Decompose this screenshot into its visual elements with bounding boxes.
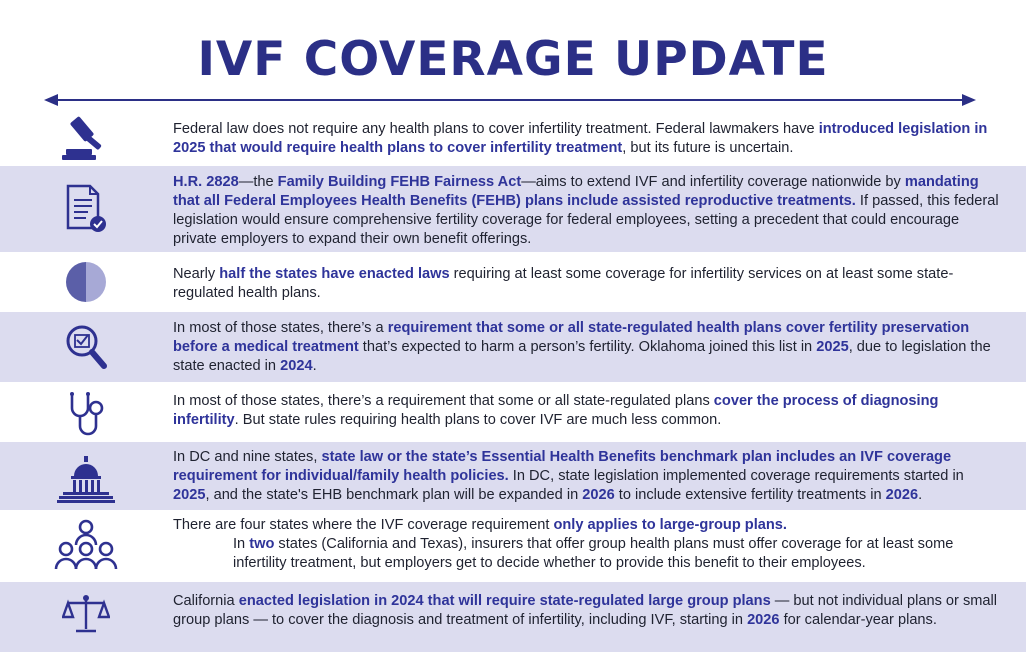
half-circle-icon	[48, 254, 124, 310]
double-arrow-divider	[44, 92, 976, 108]
body-text: In most of those states, there’s a	[173, 320, 388, 336]
highlighted-text: half the states have enacted laws	[219, 266, 450, 282]
body-text: In	[233, 536, 250, 552]
body-text: —aims to extend IVF and infertility coverage nationwide by	[521, 174, 905, 190]
highlighted-text: 2026	[885, 487, 919, 503]
info-row-dc-nine-states	[0, 442, 1026, 510]
body-text: , and the state's EHB benchmark plan will be expanded in	[205, 487, 583, 503]
body-text: for calendar-year plans.	[779, 612, 937, 628]
row-text	[173, 265, 1003, 303]
body-text: , due to legislation the state enacted in	[173, 339, 991, 374]
body-text: Federal law does not require any health plans to cover infertility treatment. Federal lawmakers have	[173, 121, 819, 137]
row-text	[173, 516, 1003, 573]
highlighted-text: two	[249, 536, 275, 552]
capitol-icon	[48, 452, 124, 508]
body-text: requiring at least some coverage for infertility services on at least some state-regulated health plans.	[173, 266, 954, 301]
info-row-diagnosing	[0, 382, 1026, 442]
row-text	[173, 592, 1003, 630]
body-text: . But state rules requiring health plans to cover IVF are much less common.	[234, 412, 722, 428]
body-text: .	[918, 487, 923, 503]
indented-subtext	[173, 535, 1003, 573]
body-text: In DC, state legislation implemented coverage requirements started in	[508, 468, 964, 484]
body-text: California	[173, 593, 239, 609]
gavel-icon	[48, 110, 124, 166]
body-text: There are four states where the IVF coverage requirement	[173, 517, 554, 533]
body-text: .	[312, 358, 317, 374]
document-check-icon	[48, 181, 124, 237]
info-row-large-group	[0, 510, 1026, 582]
highlighted-text: 2026	[747, 612, 780, 628]
info-row-half-states	[0, 252, 1026, 312]
highlighted-text: state law or the state’s Essential Health Benefits benchmark plan includes an IVF coverage requirement for individual/family health policies.	[173, 449, 952, 484]
highlighted-text: H.R. 2828	[173, 174, 239, 190]
info-row-california	[0, 582, 1026, 652]
highlighted-text: 2026	[582, 487, 615, 503]
scales-icon	[48, 586, 124, 642]
highlighted-text: 2025	[173, 487, 206, 503]
highlighted-text: Family Building FEHB Fairness Act	[277, 174, 522, 190]
body-text: that’s expected to harm a person’s fertility. Oklahoma joined this list in	[358, 339, 817, 355]
body-text: —the	[238, 174, 278, 190]
body-text: , but its future is uncertain.	[622, 140, 794, 156]
body-text: states (California and Texas), insurers that offer group health plans must offer coverage for at least some infertility treatment, but employers get to decide whether to provide this benefit to their employees.	[233, 536, 954, 571]
highlighted-text: requirement that some or all state-regulated health plans cover fertility preservation before a medical treatment	[173, 320, 970, 355]
body-text: In DC and nine states,	[173, 449, 322, 465]
body-text: — but not individual plans or small group plans — to cover the diagnosis and treatment of infertility, including IVF, starting in	[173, 593, 998, 628]
highlighted-text: 2025	[816, 339, 849, 355]
highlighted-text: introduced legislation in 2025 that would require health plans to cover infertility treatment	[173, 121, 988, 156]
people-group-icon	[48, 518, 124, 574]
highlighted-text: 2024	[280, 358, 313, 374]
info-row-federal-law	[0, 110, 1026, 166]
body-text: In most of those states, there’s a requirement that some or all state-regulated plans	[173, 393, 714, 409]
highlighted-text: cover the process of diagnosing infertility	[173, 393, 939, 428]
row-text	[173, 392, 1003, 430]
highlighted-text: only applies to large-group plans.	[553, 517, 787, 533]
row-text	[173, 319, 1003, 376]
highlighted-text: mandating that all Federal Employees Health Benefits (FEHB) plans include assisted reproductive treatments.	[173, 174, 979, 209]
page-title: IVF COVERAGE UPDATE	[197, 32, 829, 87]
body-text: If passed, this federal legislation would ensure comprehensive fertility coverage for federal employees, setting a precedent that could encourage private employers to expand their own benefit offerings.	[173, 193, 999, 247]
stethoscope-icon	[48, 386, 124, 442]
body-text: Nearly	[173, 266, 220, 282]
row-text	[173, 120, 1003, 158]
info-row-hr2828	[0, 166, 1026, 252]
magnifier-check-icon	[48, 319, 124, 375]
row-text	[173, 173, 1003, 249]
row-text	[173, 448, 1003, 505]
info-row-fertility-preservation	[0, 312, 1026, 382]
body-text: to include extensive fertility treatments in	[614, 487, 886, 503]
highlighted-text: enacted legislation in 2024 that will require state-regulated large group plans	[238, 593, 771, 609]
